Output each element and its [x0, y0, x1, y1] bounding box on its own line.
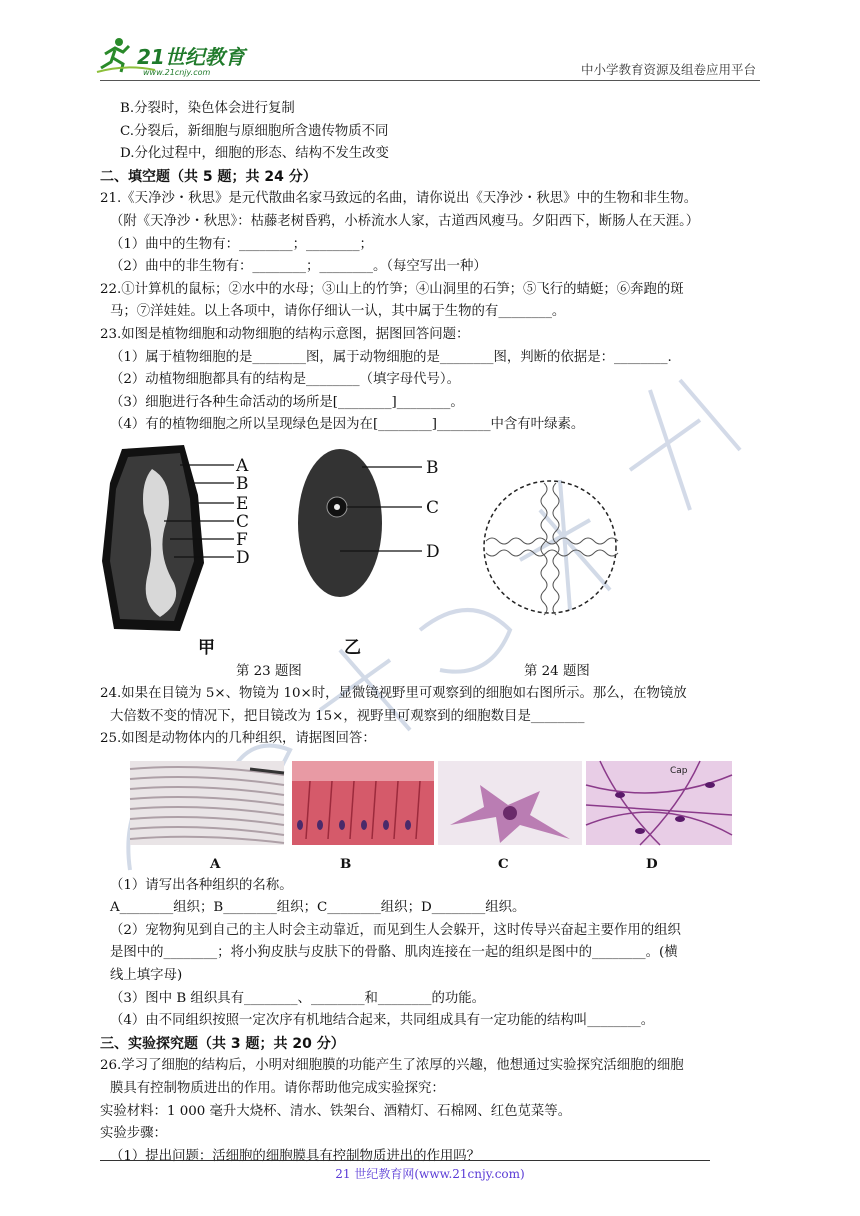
text-line: 大倍数不变的情况下，把目镜改为 15×，视野里可观察到的细胞数目是________: [110, 708, 585, 724]
figure-row-23-24: [100, 443, 770, 661]
text-line: （2）宠物狗见到自己的主人时会主动靠近，而见到生人会躲开，这时传导兴奋起主要作用的组织: [110, 922, 681, 938]
site-logo: [95, 34, 255, 78]
figure-captions: [100, 661, 770, 683]
section-heading: 三、实验探究题（共 3 题；共 20 分）: [100, 1035, 345, 1052]
animal-cell-name: 乙: [344, 637, 361, 658]
text-line: 24.如果在目镜为 5×、物镜为 10×时，显微镜视野里可观察到的细胞如右图所示。那么，在物镜放: [100, 685, 687, 701]
text-line: 22.①计算机的鼠标；②水中的水母；③山上的竹笋；④山洞里的石笋；⑤飞行的蜻蜓；⑥奔跑的斑: [100, 281, 684, 297]
text-line: B.分裂时，染色体会进行复制: [120, 101, 295, 116]
tissue-image-a: [130, 761, 284, 845]
plant-label-d: D: [236, 547, 250, 568]
text-line: D.分化过程中，细胞的形态、结构不发生改变: [120, 146, 389, 162]
text-line: 实验材料：1 000 毫升大烧杯、清水、铁架台、酒精灯、石棉网、红色苋菜等。: [100, 1103, 572, 1119]
tissue-label-a: A: [210, 855, 221, 872]
text-line: （1）提出问题：活细胞的细胞膜具有控制物质进出的作用吗？: [110, 1148, 481, 1164]
plant-label-a: A: [236, 455, 249, 476]
text-line: 是图中的________；将小狗皮肤与皮肤下的骨骼、肌肉连接在一起的组织是图中的________。(横: [110, 945, 678, 961]
footer-text: 21 世纪教育网(www.21cnjy.com): [335, 1167, 525, 1181]
text-line: 膜具有控制物质进出的作用。请你帮助他完成实验探究：: [110, 1081, 445, 1097]
text-line: （2）曲中的非生物有：________；________。（每空写出一种）: [110, 259, 487, 275]
plant-label-b: B: [236, 473, 249, 494]
header-divider: [100, 80, 760, 81]
text-line: （1）曲中的生物有：________；________；: [110, 236, 373, 252]
tissue-labels: [100, 851, 770, 875]
tissue-label-b: B: [340, 855, 352, 872]
text-line: （2）动植物细胞都具有的结构是________（填字母代号）。: [110, 372, 460, 388]
header-slogan: 中小学教育资源及组卷应用平台: [580, 62, 756, 77]
text-line: C.分裂后，新细胞与原细胞所含遗传物质不同: [120, 123, 389, 139]
text-line: 26.学习了细胞的结构后，小明对细胞膜的功能产生了浓厚的兴趣，他想通过实验探究活细胞的细胞: [100, 1058, 684, 1074]
plant-label-c: C: [236, 511, 250, 532]
text-line: （1）属于植物细胞的是________图，属于动物细胞的是________图，判断的依据是：________.: [110, 349, 672, 365]
caption-23: 第 23 题图: [236, 663, 302, 679]
text-line: （3）细胞进行各种生命活动的场所是[________]________。: [110, 394, 464, 410]
microscope-field-diagram: [484, 481, 618, 615]
text-line: 25.如图是动物体内的几种组织，请据图回答：: [100, 731, 376, 747]
text-line: （附《天净沙・秋思》：枯藤老树昏鸦，小桥流水人家，古道西风瘦马。夕阳西下，断肠人在天涯。）: [110, 213, 700, 229]
text-line: 21.《天净沙・秋思》是元代散曲名家马致远的名曲，请你说出《天净沙・秋思》中的生物和非生物。: [100, 191, 698, 207]
tissue-image-c: [438, 761, 582, 845]
tissue-label-c: C: [498, 855, 509, 872]
text-line: 马；⑦洋娃娃。以上各项中，请你仔细认一认，其中属于生物的有________。: [110, 304, 566, 320]
tissue-image-d: [586, 761, 732, 845]
animal-cell-diagram: [298, 449, 422, 597]
text-line: A________组织；B________组织；C________组织；D________组织。: [110, 900, 526, 916]
text-line: 23.如图是植物细胞和动物细胞的结构示意图，据图回答问题：: [100, 326, 470, 342]
footer-divider: [100, 1160, 710, 1161]
plant-label-e: E: [236, 493, 249, 514]
logo-text: 21世纪教育: [137, 45, 245, 69]
text-line: 实验步骤：: [100, 1126, 167, 1142]
animal-label-d: D: [426, 541, 440, 562]
section-heading: 二、填空题（共 5 题；共 24 分）: [100, 168, 317, 185]
animal-label-c: C: [426, 497, 440, 518]
plant-cell-diagram: [102, 445, 234, 631]
cap-label: Cap: [670, 765, 688, 776]
text-line: 线上填字母): [110, 968, 183, 984]
text-line: （1）请写出各种组织的名称。: [110, 877, 293, 893]
text-line: （4）由不同组织按照一定次序有机地结合起来，共同组成具有一定功能的结构叫________。: [110, 1013, 655, 1029]
tissue-image-b: [292, 761, 434, 845]
text-line: （3）图中 B 组织具有________、________和________的功能。: [110, 990, 486, 1006]
tissue-images-row: [100, 755, 770, 851]
text-line: （4）有的植物细胞之所以呈现绿色是因为在[________]________中含有叶绿素。: [110, 417, 585, 433]
animal-label-b: B: [426, 457, 439, 478]
plant-cell-name: 甲: [198, 637, 215, 658]
cell-diagrams: [100, 443, 770, 661]
plant-label-f: F: [236, 529, 248, 550]
logo-url: www.21cnjy.com: [143, 68, 211, 77]
caption-24: 第 24 题图: [524, 663, 590, 679]
tissue-label-d: D: [646, 855, 658, 872]
tissue-images: [100, 755, 770, 851]
